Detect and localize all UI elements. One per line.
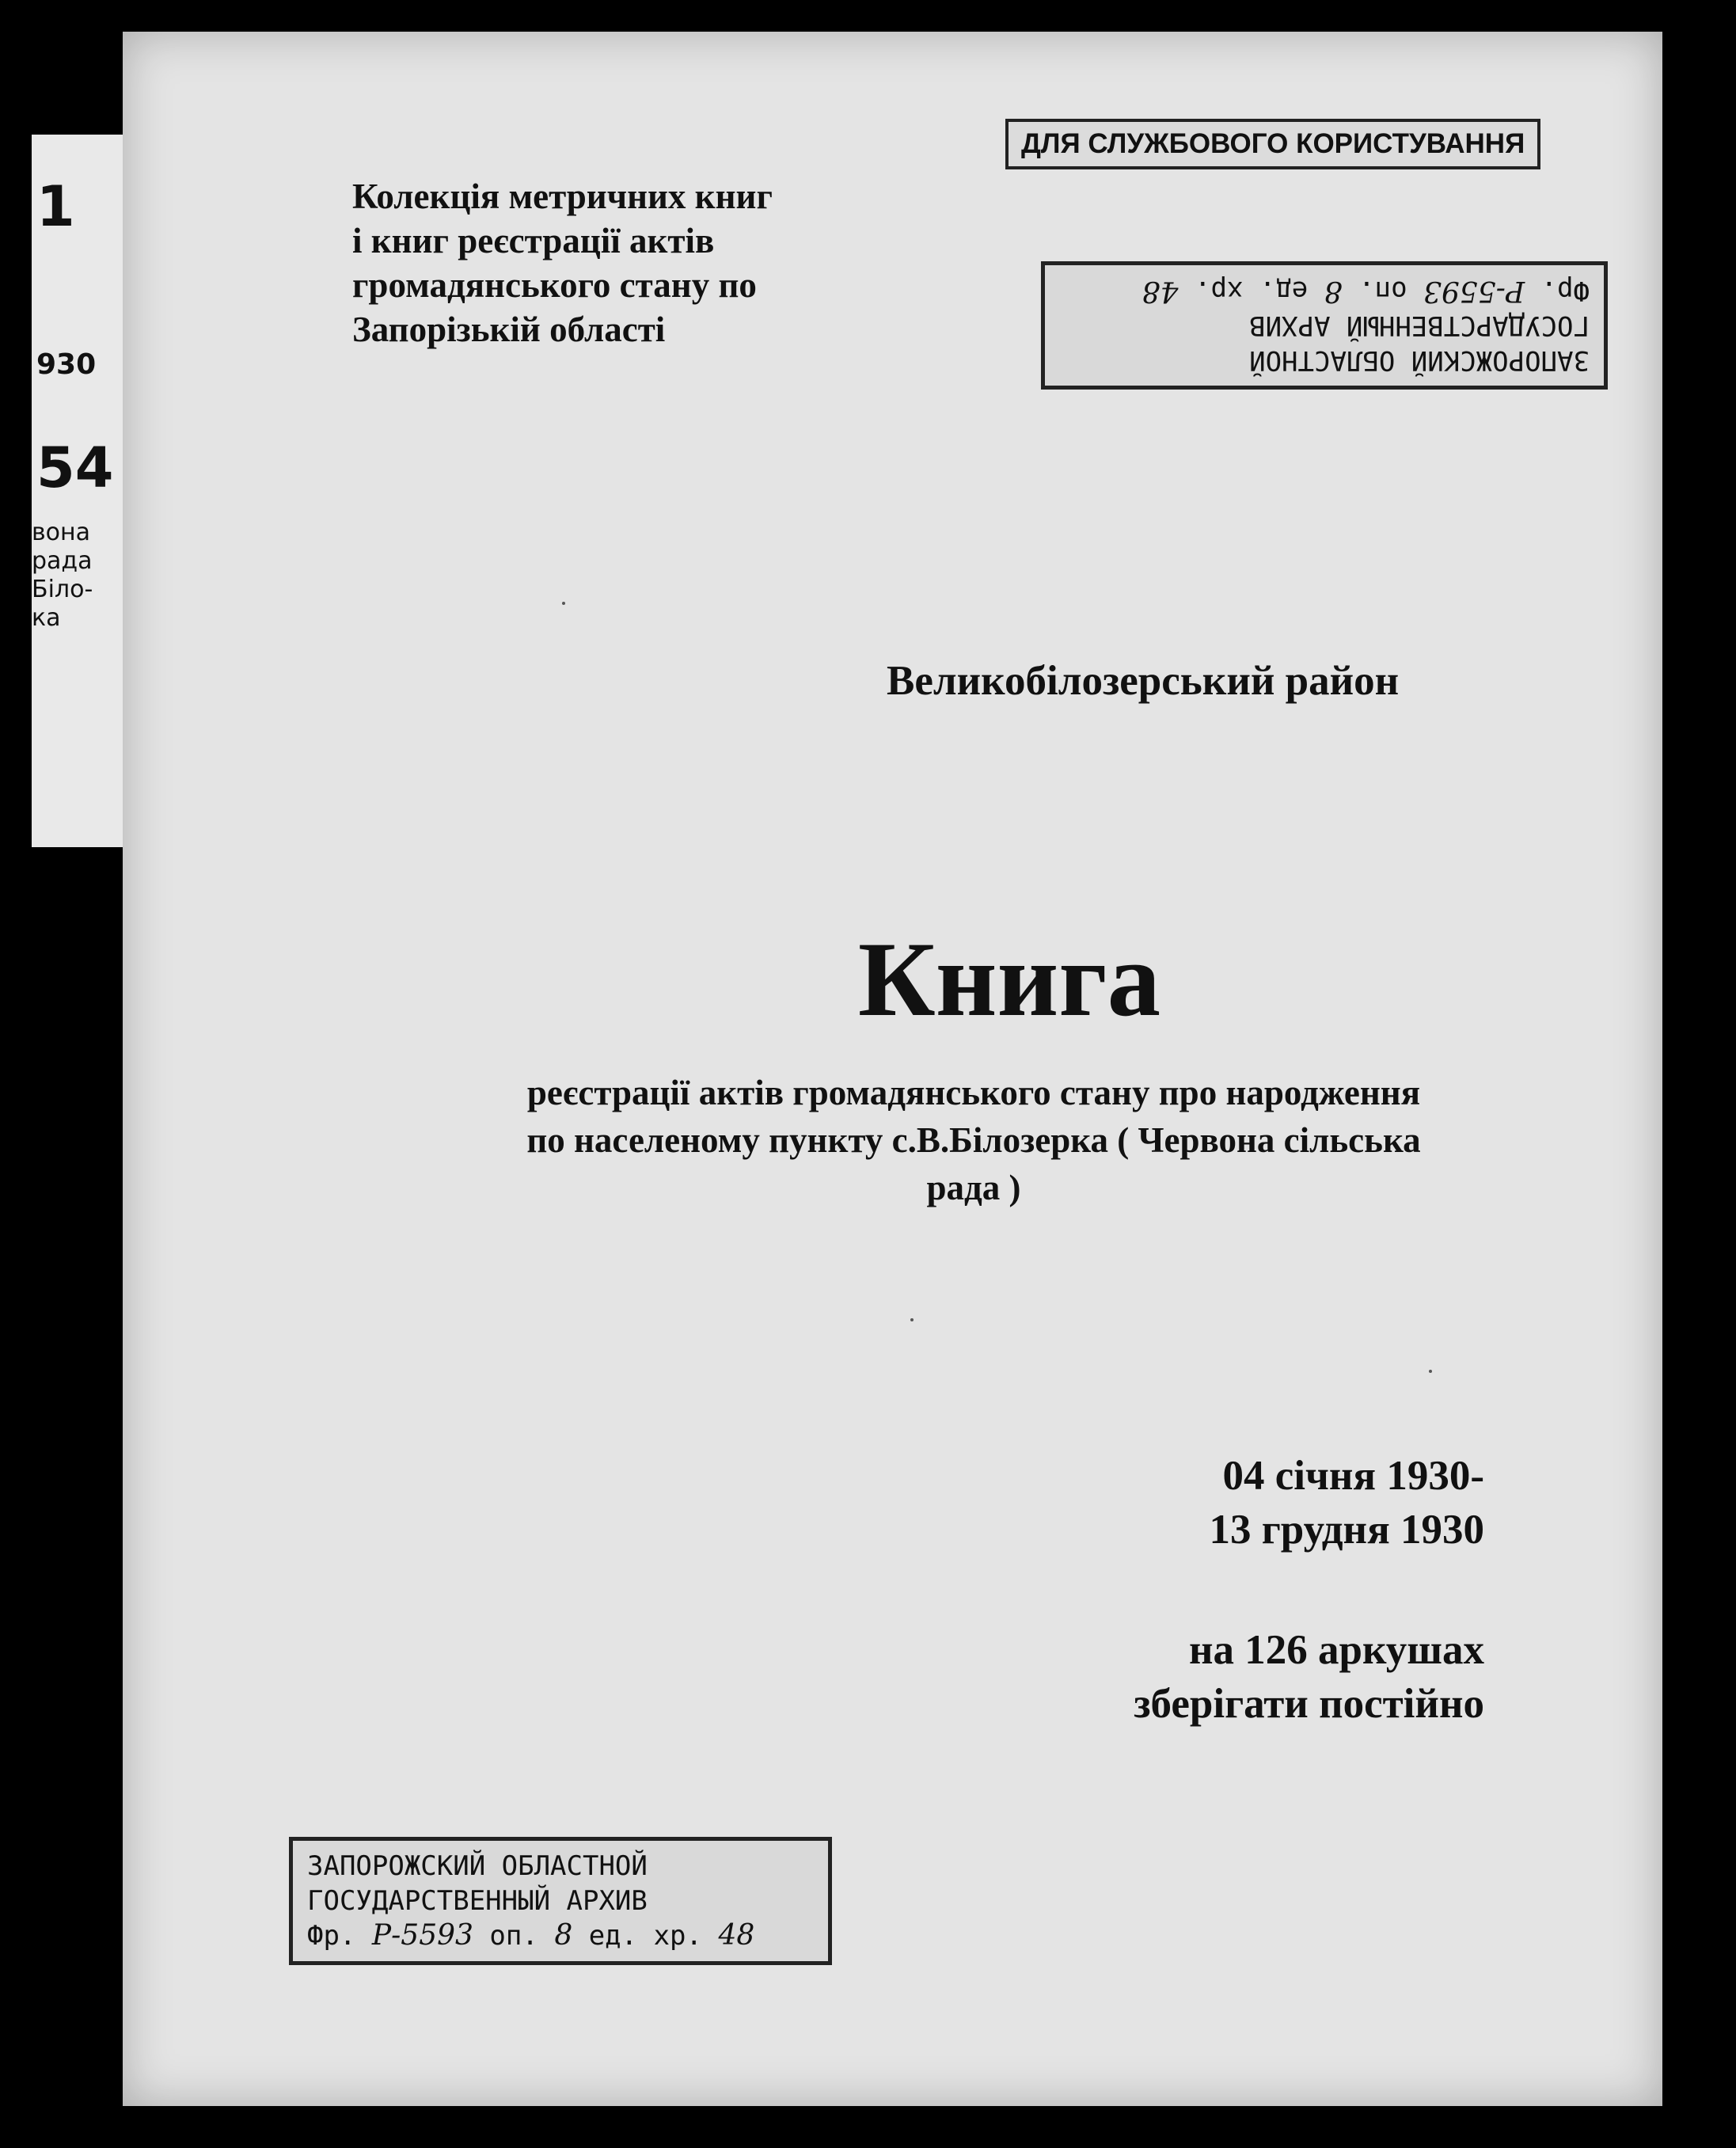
stamp-line-1: ЗАПОРОЖСКИЙ ОБЛАСТНОЙ (1249, 344, 1590, 376)
retention-note: зберігати постійно (1134, 1681, 1484, 1727)
sheet-count: на 126 аркушах (1188, 1627, 1484, 1673)
item-label: ед. хр. (1195, 275, 1309, 306)
collection-line: Запорізькій області (352, 310, 666, 349)
underlay-number: 1 (36, 174, 75, 239)
underlay-text (32, 519, 93, 633)
book-subtitle (352, 1069, 1595, 1211)
collection-line: Колекція метричних книг (352, 177, 773, 216)
subtitle-line: по населеному пункту с.В.Білозерка ( Червона сільська (526, 1120, 1421, 1160)
stamp-line-3 (307, 1918, 814, 1953)
archive-stamp-rotated (1041, 261, 1608, 390)
paper-speck (562, 602, 565, 605)
collection-heading (352, 174, 773, 352)
item-label: ед. хр. (588, 1920, 702, 1952)
item-number: 48 (718, 1919, 755, 1952)
document-cover-page (123, 32, 1662, 2106)
underlay-line: ка (32, 604, 61, 632)
collection-line: громадянського стану по (352, 265, 757, 305)
underlay-line: рада (32, 547, 93, 575)
stamp-line-3 (1059, 273, 1590, 308)
stamp-line-1: ЗАПОРОЖСКИЙ ОБЛАСТНОЙ (307, 1850, 648, 1882)
opis-number: 8 (1324, 275, 1343, 307)
opis-number: 8 (554, 1919, 573, 1952)
paper-speck (910, 1318, 914, 1321)
date-start: 04 січня 1930- (1222, 1453, 1484, 1499)
opis-label: оп. (1358, 275, 1407, 306)
item-number: 48 (1142, 275, 1179, 307)
stamp-line-2: ГОСУДАРСТВЕННЫЙ АРХИВ (1249, 310, 1590, 341)
stamp-line-2: ГОСУДАРСТВЕННЫЙ АРХИВ (307, 1885, 648, 1917)
paper-speck (1429, 1370, 1432, 1373)
underlay-line: вона (32, 519, 91, 546)
subtitle-line: реєстрації актів громадянського стану про народження (526, 1073, 1421, 1112)
opis-label: оп. (489, 1920, 538, 1952)
book-title: Книга (857, 921, 1161, 1039)
subtitle-line: рада ) (926, 1168, 1021, 1207)
restricted-use-stamp: ДЛЯ СЛУЖБОВОГО КОРИСТУВАННЯ (1005, 119, 1540, 169)
underlay-line: Біло- (32, 576, 93, 603)
fond-label: Фр. (1540, 275, 1590, 306)
underlay-big-number: 54 (36, 435, 114, 500)
fond-label: Фр. (307, 1920, 356, 1952)
date-end: 13 грудня 1930 (1209, 1507, 1484, 1553)
district-name: Великобілозерський район (887, 658, 1400, 704)
fond-number: Р-5593 (1423, 275, 1525, 307)
collection-line: і книг реєстрації актів (352, 221, 715, 260)
date-range (1209, 1449, 1484, 1557)
archive-stamp-bottom (289, 1837, 832, 1965)
underlay-year: 930 (36, 348, 97, 381)
fond-number: Р-5593 (371, 1919, 473, 1952)
sheet-info (1134, 1623, 1484, 1731)
